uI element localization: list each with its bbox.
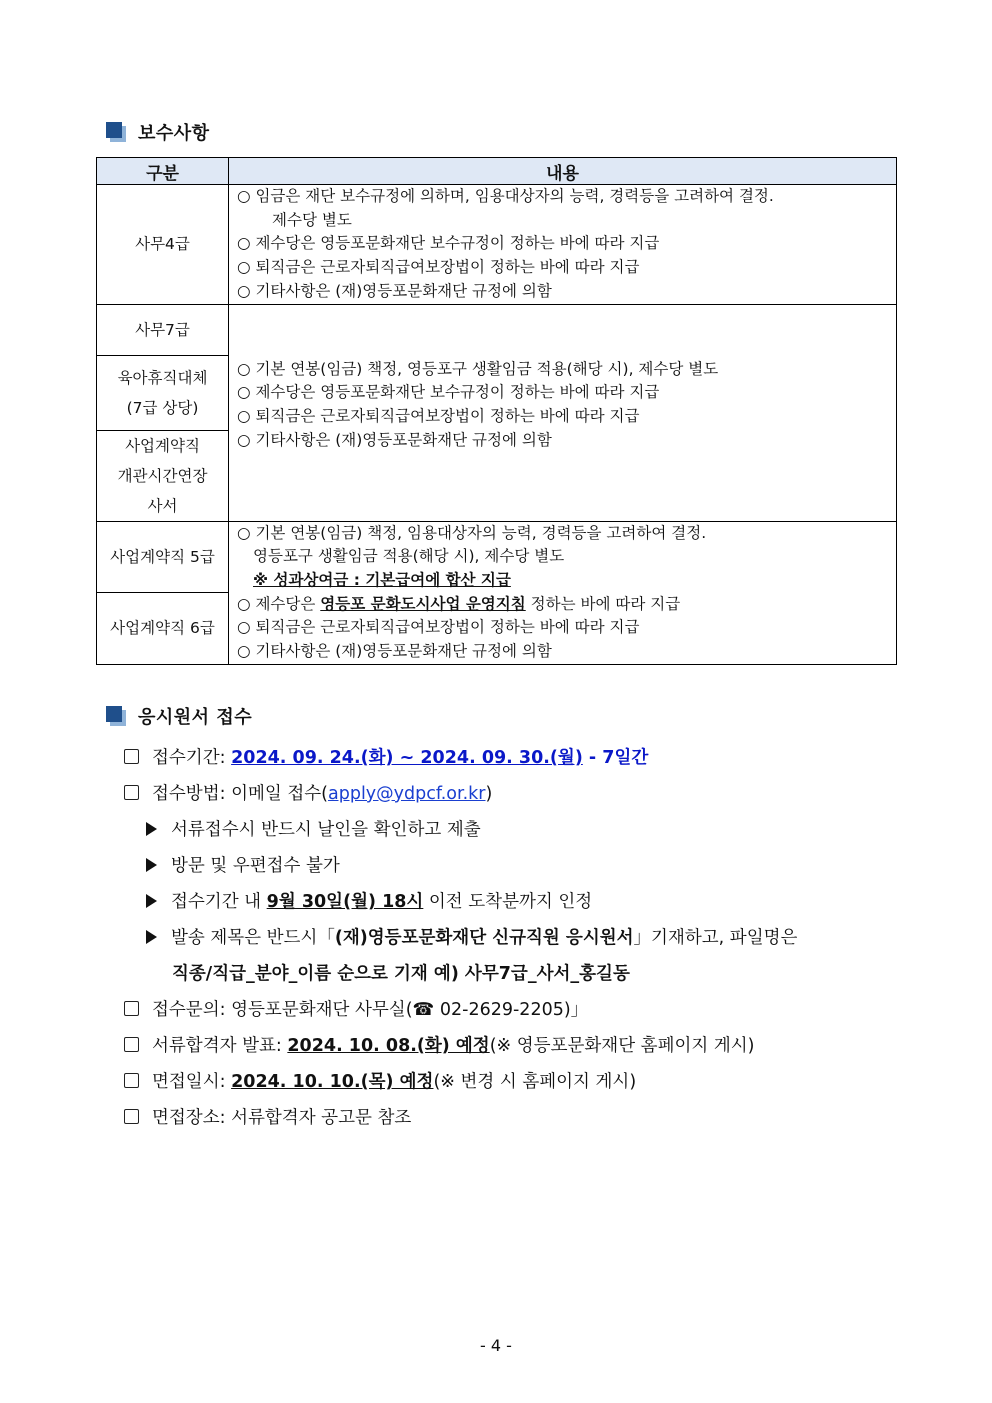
header-category: 구분 [97,158,229,185]
header-content: 내용 [229,158,897,185]
content-line: ○ 퇴직금은 근로자퇴직급여보장법이 정하는 바에 따라 지급 [237,618,640,637]
content-line: ○ 기타사항은 (재)영등포문화재단 규정에 의함 [237,281,552,300]
triangle-bullet-icon [146,894,157,908]
sub-item: 방문 및 우편접수 불가 [124,850,924,886]
checkbox-icon [124,1109,139,1124]
section-title: 응시원서 접수 [138,707,253,728]
triangle-bullet-icon [146,858,157,872]
content-line: ○ 기타사항은 (재)영등포문화재단 규정에 의함 [237,642,552,661]
content-line: ○ 기본 연봉(임금) 책정, 영등포구 생활임금 적용(해당 시), 제수당 별도 [237,359,719,378]
content-cell [229,304,897,521]
category-line: 개관시간연장 [117,466,208,485]
sub-item: 발송 제목은 반드시「(재)영등포문화재단 신규직원 응시원서」기재하고, 파일명은 [124,922,924,958]
list-item-interview: 면접일시: 2024. 10. 10.(목) 예정(※ 변경 시 홈페이지 게시) [124,1066,924,1102]
checkbox-icon [124,1001,139,1016]
square-bullet-icon [106,706,126,726]
sub-item: 서류접수시 반드시 날인을 확인하고 제출 [124,814,924,850]
category-line: 육아휴직대체 [117,368,208,387]
content-line: ○ 기타사항은 (재)영등포문화재단 규정에 의함 [237,430,552,449]
content-line: ○ 제수당은 영등포문화재단 보수규정이 정하는 바에 따라 지급 [237,383,660,402]
category-line: (7급 상당) [126,398,199,417]
table-header-row [97,158,897,185]
content-line: ○ 퇴직금은 근로자퇴직급여보장법이 정하는 바에 따라 지급 [237,406,640,425]
list-item-place: 면접장소: 서류합격자 공고문 참조 [124,1102,924,1138]
result-date: 2024. 10. 08.(화) 예정 [287,1036,490,1056]
category-cell [97,430,229,521]
list-item-period: 접수기간: 2024. 09. 24.(화) ~ 2024. 09. 30.(월) - 7일간 [124,742,924,778]
table-row [97,185,897,305]
section-heading-application [106,703,252,729]
category-line: 사서 [147,496,178,515]
content-line: ○ 제수당은 영등포 문화도시사업 운영지침 정하는 바에 따라 지급 [237,594,681,613]
checkbox-icon [124,749,139,764]
content-cell [229,185,897,305]
category-line: 사업계약직 [125,436,200,455]
content-line: ○ 제수당은 영등포문화재단 보수규정이 정하는 바에 따라 지급 [237,234,660,253]
filename-format: 직종/직급_분야_이름 순으로 기재 예) 사무7급_사서_홍길동 [172,964,630,984]
content-line: 영등포구 생활임금 적용(해당 시), 제수당 별도 [253,547,565,566]
content-line: ○ 기본 연봉(임금) 책정, 임용대상자의 능력, 경력등을 고려하여 결정. [237,523,707,542]
interview-date: 2024. 10. 10.(목) 예정 [231,1072,434,1092]
triangle-bullet-icon [146,822,157,836]
category-cell: 사업계약직 5급 [97,521,229,593]
category-cell: 사무4급 [97,185,229,305]
list-item-result: 서류합격자 발표: 2024. 10. 08.(화) 예정(※ 영등포문화재단 홈페이지 게시) [124,1030,924,1066]
checkbox-icon [124,1037,139,1052]
content-line: 제수당 별도 [272,210,352,229]
section-heading-pay [106,119,210,145]
mail-subject: (재)영등포문화재단 신규직원 응시원서 [334,928,634,948]
guideline-name: 영등포 문화도시사업 운영지침 [320,594,526,613]
table-row [97,521,897,593]
content-line: ○ 임금은 재단 보수규정에 의하며, 임용대상자의 능력, 경력등을 고려하여 결정. [237,187,774,205]
list-item-inquiry: 접수문의: 영등포문화재단 사무실(☎ 02-2629-2205)」 [124,994,924,1030]
deadline-value: 9월 30일(월) 18시 [266,892,424,912]
content-cell [229,521,897,664]
content-line: ○ 퇴직금은 근로자퇴직급여보장법이 정하는 바에 따라 지급 [237,258,640,277]
period-value: 2024. 09. 24.(화) ~ 2024. 09. 30.(월) [231,748,583,768]
triangle-bullet-icon [146,930,157,944]
checkbox-icon [124,1073,139,1088]
list-item-method: 접수방법: 이메일 접수(apply@ydpcf.or.kr) [124,778,924,814]
square-bullet-icon [106,122,126,142]
page-number: - 4 - [480,1336,512,1355]
checkbox-icon [124,785,139,800]
table-row [97,304,897,355]
email-link[interactable]: apply@ydpcf.or.kr [328,784,486,804]
sub-item: 접수기간 내 9월 30일(월) 18시 이전 도착분까지 인정 [124,886,924,922]
category-cell: 사업계약직 6급 [97,593,229,665]
category-cell: 사무7급 [97,304,229,355]
pay-table [96,157,897,665]
application-list [124,742,924,1138]
section-title: 보수사항 [138,123,210,144]
bonus-note: ※ 성과상여금 : 기본급여에 합산 지급 [253,570,511,589]
category-cell [97,355,229,430]
